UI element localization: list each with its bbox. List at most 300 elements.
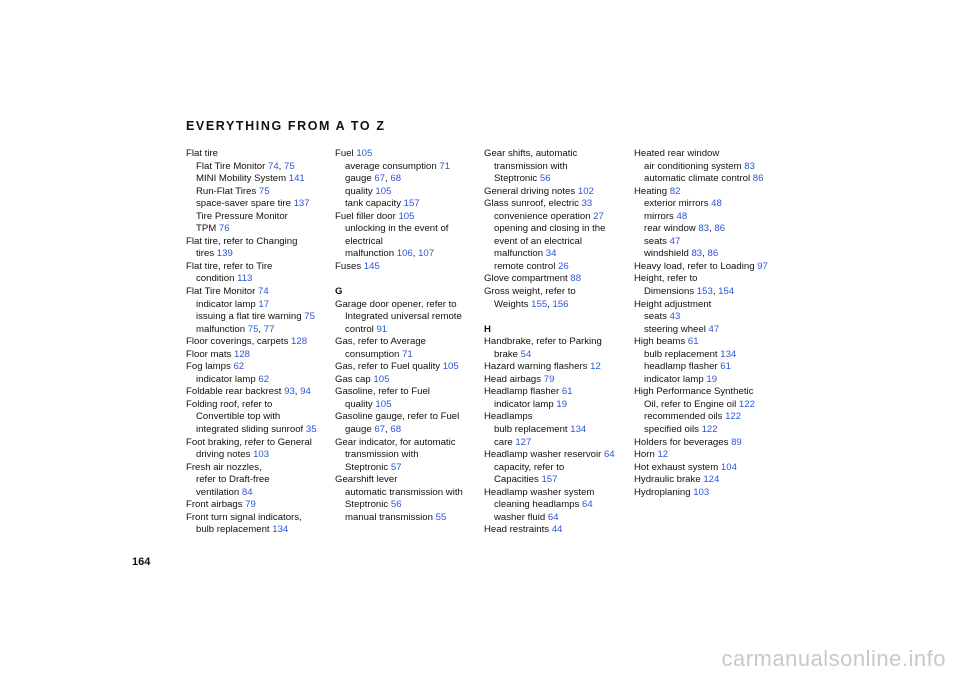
index-entry	[186, 349, 334, 362]
entry-text: Gasoline, refer to Fuel	[335, 386, 430, 398]
index-entry	[484, 273, 632, 286]
entry-text: Hot exhaust system	[634, 461, 721, 473]
entry-text: Folding roof, refer to	[186, 398, 273, 410]
entry-text: seats	[644, 235, 670, 247]
entry-text: Tire Pressure Monitor	[196, 210, 288, 222]
page-link[interactable]: 105	[375, 185, 392, 197]
index-subentry	[634, 361, 782, 374]
page-link[interactable]: 157	[541, 474, 558, 486]
entry-text: care	[494, 436, 516, 448]
index-entry	[186, 261, 334, 274]
index-entry	[186, 499, 334, 512]
entry-text: Holders for beverages	[634, 436, 732, 448]
page-link[interactable]: 86	[714, 223, 726, 235]
index-entry	[186, 399, 334, 412]
index-entry	[186, 437, 334, 450]
index-entry	[484, 374, 632, 387]
entry-text: malfunction	[494, 248, 546, 260]
entry-text: Run-Flat Tires	[196, 185, 259, 197]
page-link[interactable]: 88	[570, 273, 582, 285]
entry-text: cleaning headlamps	[494, 499, 583, 511]
index-subentry	[186, 474, 334, 487]
section-letter	[484, 324, 632, 337]
page-link[interactable]: 139	[216, 248, 233, 260]
page-link[interactable]: 154	[718, 286, 735, 298]
index-subentry	[335, 487, 483, 500]
page-link[interactable]: 67	[374, 173, 386, 185]
page-link[interactable]: 102	[577, 185, 594, 197]
entry-text: space-saver spare tire	[196, 198, 294, 210]
page-link[interactable]: 71	[402, 348, 413, 360]
index-entry	[634, 449, 782, 462]
index-subentry	[335, 311, 483, 324]
page-link[interactable]: 156	[552, 298, 569, 310]
entry-text: capacity, refer to	[494, 461, 565, 473]
index-subentry	[484, 437, 632, 450]
index-entry	[335, 374, 483, 387]
entry-text: Gear indicator, for automatic	[335, 436, 456, 448]
entry-text: quality	[345, 398, 376, 410]
page-link[interactable]: 82	[669, 185, 681, 197]
entry-text: driving notes	[196, 449, 254, 461]
index-subentry	[484, 499, 632, 512]
entry-text: gauge	[345, 424, 375, 436]
index-subentry	[335, 512, 483, 525]
index-entry	[634, 186, 782, 199]
entry-text: Floor coverings, carpets	[186, 336, 292, 348]
index-subentry: malfunction 75, 77	[196, 323, 275, 335]
page-link[interactable]: 12	[657, 449, 669, 461]
index-subentry: Flat Tire Monitor 74, 75	[196, 160, 295, 172]
index-subentry	[186, 424, 334, 437]
entry-text: Front turn signal indicators,	[186, 511, 302, 523]
index-entry	[634, 336, 782, 349]
index-entry	[335, 148, 483, 161]
entry-text: Fog lamps	[186, 361, 234, 373]
page-link[interactable]: 48	[676, 210, 688, 222]
page-link[interactable]: 104	[720, 461, 737, 473]
index-subentry	[186, 299, 334, 312]
index-subentry	[484, 474, 632, 487]
page-link[interactable]: 74	[267, 160, 279, 172]
page-link[interactable]: 27	[593, 210, 604, 222]
page-link[interactable]: 107	[418, 248, 435, 260]
entry-text: Steptronic	[345, 461, 391, 473]
index-subentry	[634, 211, 782, 224]
page-link[interactable]: 86	[707, 248, 719, 260]
entry-text: consumption	[345, 348, 403, 360]
page-link[interactable]: 43	[669, 311, 681, 323]
page-link[interactable]: 19	[556, 398, 568, 410]
page-link[interactable]: 57	[390, 461, 402, 473]
page-heading: EVERYTHING FROM A TO Z	[186, 119, 386, 133]
entry-text: G	[335, 286, 343, 298]
entry-text: headlamp flasher	[644, 361, 721, 373]
entry-text: Capacities	[494, 474, 542, 486]
entry-text: Integrated universal remote	[345, 311, 462, 323]
index-subentry	[186, 223, 334, 236]
section-gap	[484, 311, 632, 324]
entry-text: Flat tire, refer to Changing	[186, 235, 298, 247]
entry-text: Heating	[634, 185, 670, 197]
entry-text: event of an electrical	[494, 235, 582, 247]
entry-text: Fuel	[335, 148, 357, 159]
index-subentry	[335, 223, 483, 236]
index-entry	[484, 286, 632, 299]
entry-text: tank capacity	[345, 198, 404, 210]
entry-text: Glass sunroof, electric	[484, 198, 582, 210]
entry-text: General driving notes	[484, 185, 578, 197]
page-link[interactable]: 35	[305, 424, 317, 436]
entry-text: Height, refer to	[634, 273, 698, 285]
page-link[interactable]: 47	[708, 323, 720, 335]
page-link[interactable]: 134	[720, 348, 737, 360]
index-entry	[634, 273, 782, 286]
entry-text: Gas cap	[335, 373, 374, 385]
page-link[interactable]: 122	[738, 398, 755, 410]
entry-text: unlocking in the event of	[345, 223, 449, 235]
page-link[interactable]: 103	[693, 486, 710, 498]
index-subentry	[186, 248, 334, 261]
entry-text: Steptronic	[345, 499, 391, 511]
page-link[interactable]: 103	[253, 449, 270, 461]
index-subentry	[335, 198, 483, 211]
entry-text: indicator lamp	[196, 373, 259, 385]
page-link[interactable]: 77	[263, 323, 275, 335]
entry-text: Flat tire	[186, 148, 218, 159]
page-link[interactable]: 33	[581, 198, 593, 210]
index-subentry: windshield 83, 86	[644, 248, 719, 260]
page-link[interactable]: 56	[390, 499, 402, 511]
entry-text: refer to Draft-free	[196, 474, 270, 486]
index-entry	[484, 449, 632, 462]
page-link[interactable]: 26	[558, 260, 569, 272]
page-link[interactable]: 122	[701, 424, 718, 436]
page-link[interactable]: 68	[390, 173, 402, 185]
index-entry	[335, 386, 483, 399]
page-link[interactable]: 76	[218, 223, 230, 235]
entry-text: average consumption	[345, 160, 440, 172]
page-link[interactable]: 141	[288, 173, 305, 185]
entry-text: specified oils	[644, 424, 702, 436]
index-subentry	[186, 273, 334, 286]
page-link[interactable]: 122	[725, 411, 742, 423]
entry-text: malfunction	[196, 323, 248, 335]
index-subentry	[186, 449, 334, 462]
page-link[interactable]: 93	[284, 386, 295, 398]
entry-text: Hydroplaning	[634, 486, 694, 498]
page-link[interactable]: 75	[284, 160, 295, 172]
index-subentry	[186, 186, 334, 199]
index-entry	[634, 474, 782, 487]
index-subentry	[484, 424, 632, 437]
entry-text: Heated rear window	[634, 148, 720, 159]
page-link[interactable]: 75	[258, 185, 270, 197]
page-link[interactable]: 64	[547, 511, 559, 523]
index-entry	[186, 462, 334, 475]
entry-text: Fuel filler door	[335, 210, 399, 222]
entry-text: transmission with	[494, 160, 568, 172]
entry-text: Horn	[634, 449, 658, 461]
entry-text: mirrors	[644, 210, 677, 222]
page-link[interactable]: 61	[720, 361, 731, 373]
page-link[interactable]: 84	[241, 486, 253, 498]
entry-text: recommended oils	[644, 411, 726, 423]
page-link[interactable]: 105	[375, 398, 392, 410]
page-link[interactable]: 47	[669, 235, 681, 247]
index-entry: Foldable rear backrest 93, 94	[186, 386, 311, 398]
page-link[interactable]: 157	[403, 198, 420, 210]
index-subentry	[335, 499, 483, 512]
entry-text: Dimensions	[644, 286, 697, 298]
entry-text: tires	[196, 248, 217, 260]
index-entry	[335, 299, 483, 312]
entry-text: Heavy load, refer to Loading	[634, 260, 758, 272]
page-link[interactable]: 105	[398, 210, 415, 222]
index-subentry	[484, 248, 632, 261]
page-link[interactable]: 134	[272, 524, 289, 536]
page-link[interactable]: 54	[520, 348, 532, 360]
page-link[interactable]: 105	[373, 373, 390, 385]
page-link[interactable]: 34	[545, 248, 557, 260]
page-link[interactable]: 105	[356, 148, 373, 159]
entry-text: Head restraints	[484, 524, 552, 536]
entry-text: Fuses	[335, 260, 364, 272]
entry-text: High beams	[634, 336, 688, 348]
index-subentry: Dimensions 153, 154	[644, 286, 735, 298]
page-link[interactable]: 113	[237, 273, 253, 285]
index-entry	[335, 411, 483, 424]
index-subentry	[484, 512, 632, 525]
index-subentry	[634, 161, 782, 174]
index-entry	[484, 336, 632, 349]
entry-text: Headlamps	[484, 411, 533, 423]
entry-text: manual transmission	[345, 511, 436, 523]
index-entry	[484, 198, 632, 211]
index-subentry	[634, 236, 782, 249]
entry-text: Head airbags	[484, 373, 544, 385]
page-link[interactable]: 86	[752, 173, 764, 185]
entry-text: bulb replacement	[494, 424, 571, 436]
index-entry	[335, 474, 483, 487]
index-subentry: rear window 83, 86	[644, 223, 726, 235]
entry-text: bulb replacement	[644, 348, 721, 360]
entry-text: integrated sliding sunroof	[196, 424, 306, 436]
page-link[interactable]: 83	[691, 248, 703, 260]
entry-text: MINI Mobility System	[196, 173, 289, 185]
index-subentry: Weights 155, 156	[494, 298, 569, 310]
index-subentry	[186, 524, 334, 537]
page-link[interactable]: 61	[561, 386, 573, 398]
index-subentry	[484, 173, 632, 186]
page-link[interactable]: 74	[257, 286, 269, 298]
index-entry	[634, 487, 782, 500]
entry-text: TPM	[196, 223, 219, 235]
page-link[interactable]: 83	[698, 223, 710, 235]
page-link[interactable]: 55	[435, 511, 447, 523]
index-subentry	[484, 399, 632, 412]
index-entry	[484, 148, 632, 161]
page-link[interactable]: 75	[304, 311, 315, 323]
index-subentry	[335, 449, 483, 462]
index-subentry	[634, 374, 782, 387]
page-link[interactable]: 127	[515, 436, 532, 448]
page-link[interactable]: 106	[396, 248, 413, 260]
page-link[interactable]: 61	[687, 336, 699, 348]
entry-text: Glove compartment	[484, 273, 571, 285]
index-subentry	[335, 236, 483, 249]
index-entry	[634, 299, 782, 312]
entry-text: Headlamp washer system	[484, 486, 595, 498]
page-link[interactable]: 75	[247, 323, 259, 335]
page-link[interactable]: 153	[696, 286, 713, 298]
entry-text: Gross weight, refer to	[484, 286, 576, 298]
watermark: carmanualsonline.info	[721, 646, 946, 671]
page-link[interactable]: 91	[376, 323, 388, 335]
entry-text: electrical	[345, 235, 383, 247]
entry-text: quality	[345, 185, 376, 197]
index-entry	[484, 186, 632, 199]
index-subentry: gauge 67, 68	[345, 424, 402, 436]
index-entry	[186, 286, 334, 299]
index-entry	[335, 261, 483, 274]
entry-text: Height adjustment	[634, 298, 712, 310]
index-subentry	[484, 161, 632, 174]
index-subentry	[186, 487, 334, 500]
entry-text: bulb replacement	[196, 524, 273, 536]
entry-text: Gas, refer to Fuel quality	[335, 361, 443, 373]
index-entry	[484, 487, 632, 500]
entry-text: Steptronic	[494, 173, 540, 185]
page-link[interactable]: 89	[731, 436, 742, 448]
page-link[interactable]: 44	[551, 524, 563, 536]
entry-text: windshield	[644, 248, 692, 260]
entry-text: indicator lamp	[644, 373, 707, 385]
index-entry	[186, 512, 334, 525]
index-subentry	[634, 311, 782, 324]
entry-text: Foldable rear backrest	[186, 386, 285, 398]
entry-text: automatic climate control	[644, 173, 753, 185]
entry-text: opening and closing in the	[494, 223, 606, 235]
page-link[interactable]: 83	[744, 160, 755, 172]
page-link[interactable]: 137	[293, 198, 310, 210]
page-link[interactable]: 145	[363, 260, 380, 272]
index-entry	[335, 361, 483, 374]
entry-text: Gasoline gauge, refer to Fuel	[335, 411, 460, 423]
entry-text: convenience operation	[494, 210, 594, 222]
entry-text: Floor mats	[186, 348, 234, 360]
index-subentry	[335, 324, 483, 337]
index-subentry	[634, 324, 782, 337]
page-link[interactable]: 155	[531, 298, 548, 310]
page-link[interactable]: 105	[442, 361, 459, 373]
index-entry	[634, 148, 782, 161]
page-link[interactable]: 67	[374, 424, 386, 436]
page-link[interactable]: 71	[439, 160, 451, 172]
entry-text: Hazard warning flashers	[484, 361, 591, 373]
index-entry	[484, 524, 632, 537]
entry-text: Gear shifts, automatic	[484, 148, 578, 159]
page-link[interactable]: 68	[390, 424, 402, 436]
page-link[interactable]: 128	[233, 348, 250, 360]
page-link[interactable]: 128	[291, 336, 308, 348]
index-subentry	[484, 261, 632, 274]
entry-text: Flat tire, refer to Tire	[186, 260, 273, 272]
entry-text: washer fluid	[494, 511, 548, 523]
entry-text: Handbrake, refer to Parking	[484, 336, 602, 348]
section-gap	[335, 273, 483, 286]
entry-text: Garage door opener, refer to	[335, 298, 457, 310]
page-link[interactable]: 64	[603, 449, 615, 461]
entry-text: Headlamp flasher	[484, 386, 562, 398]
page-link[interactable]: 79	[245, 499, 256, 511]
page-link[interactable]: 79	[543, 373, 555, 385]
index-entry	[634, 462, 782, 475]
index-column-1	[186, 148, 334, 537]
entry-text: ventilation	[196, 486, 242, 498]
index-subentry	[484, 349, 632, 362]
index-subentry	[634, 399, 782, 412]
entry-text: Gearshift lever	[335, 474, 398, 486]
index-entry	[335, 336, 483, 349]
page-link[interactable]: 97	[757, 260, 768, 272]
entry-text: Fresh air nozzles,	[186, 461, 262, 473]
index-subentry	[186, 173, 334, 186]
entry-text: transmission with	[345, 449, 419, 461]
entry-text: Headlamp washer reservoir	[484, 449, 604, 461]
index-subentry	[186, 211, 334, 224]
entry-text: High Performance Synthetic	[634, 386, 754, 398]
page-link[interactable]: 12	[590, 361, 601, 373]
index-entry	[186, 361, 334, 374]
index-entry	[634, 437, 782, 450]
entry-text: malfunction	[345, 248, 397, 260]
page-link[interactable]: 17	[258, 298, 270, 310]
index-subentry	[484, 211, 632, 224]
index-entry	[335, 211, 483, 224]
entry-text: Front airbags	[186, 499, 246, 511]
index-subentry	[484, 462, 632, 475]
entry-text: Gas, refer to Average	[335, 336, 427, 348]
page-link[interactable]: 94	[300, 386, 311, 398]
index-entry	[186, 236, 334, 249]
page-link[interactable]: 56	[539, 173, 551, 185]
page-link[interactable]: 62	[258, 373, 270, 385]
index-subentry: gauge 67, 68	[345, 173, 402, 185]
index-subentry	[484, 236, 632, 249]
index-subentry	[634, 173, 782, 186]
entry-text: issuing a flat tire warning	[196, 311, 305, 323]
page-link[interactable]: 62	[233, 361, 245, 373]
entry-text: brake	[494, 348, 521, 360]
page-link[interactable]: 124	[703, 474, 720, 486]
index-entry	[186, 148, 334, 161]
index-entry	[335, 437, 483, 450]
page-link[interactable]: 19	[706, 373, 718, 385]
entry-text: Convertible top with	[196, 411, 281, 423]
index-subentry	[186, 411, 334, 424]
entry-text: Flat Tire Monitor	[186, 286, 258, 298]
section-letter	[335, 286, 483, 299]
index-column-3	[484, 148, 632, 537]
page-link[interactable]: 134	[570, 424, 587, 436]
index-subentry	[335, 186, 483, 199]
page-link[interactable]: 48	[711, 198, 722, 210]
page-link[interactable]: 64	[582, 499, 593, 511]
entry-text: H	[484, 323, 491, 335]
index-subentry	[186, 198, 334, 211]
index-subentry	[335, 349, 483, 362]
